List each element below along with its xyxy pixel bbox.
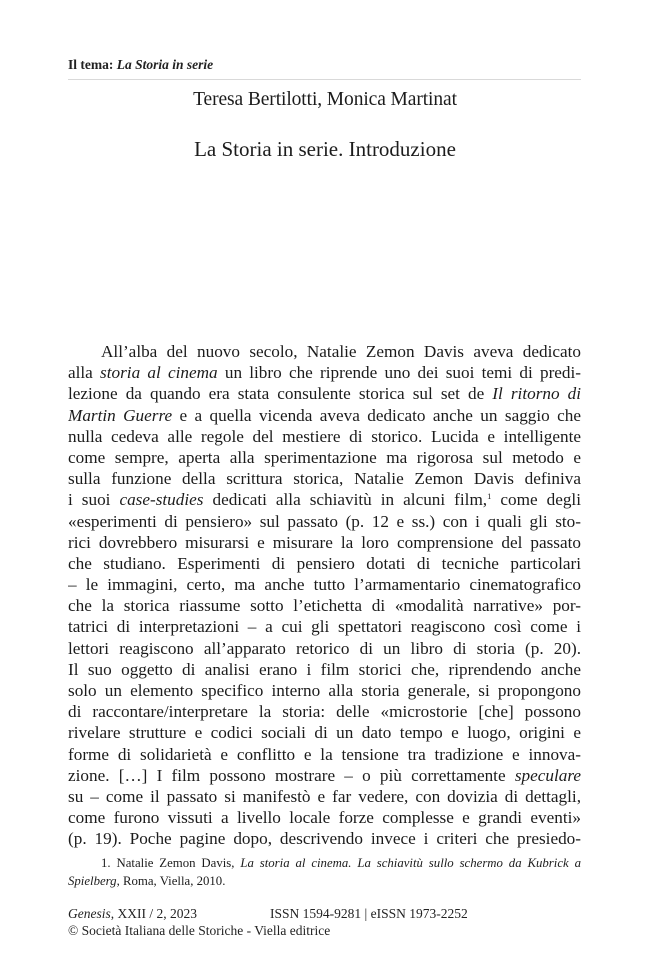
- body-line: [68, 341, 581, 362]
- body-line: [68, 426, 581, 447]
- italic-text: speculare: [514, 765, 581, 785]
- body-line: [68, 786, 581, 807]
- footnote-book-title: La storia al cinema. La schiavitù sullo schermo da Kubrick a: [240, 856, 581, 870]
- article-authors: Teresa Bertilotti, Monica Martinat: [193, 89, 457, 110]
- footer-journal-line: [68, 905, 581, 922]
- body-text-span: su – come il passato si manifestò e far vedere, con dovizia di dettagli,: [68, 786, 581, 806]
- body-text-span: (p. 19). Poche pagine dopo, descrivendo invece i criteri che presiedo-: [68, 829, 581, 849]
- footnote-book-title-cont: Spielberg: [68, 874, 117, 888]
- body-text-span: sulla funzione della scrittura storica, Natalie Zemon Davis definiva: [68, 469, 581, 489]
- body-text-span: dedicati alla schiavitù in alcuni film,: [203, 490, 488, 510]
- article-title: La Storia in serie. Introduzione: [194, 137, 456, 161]
- body-text-span: come furono vissuti a livello locale forze complesse e grandi eventi»: [68, 808, 581, 828]
- body-text-span: zione. […] I film possono mostrare – o più correttamente: [68, 765, 515, 785]
- body-text-span: rivelare strutture e codici sociali di un dato tempo e luogo, origini e: [68, 723, 581, 743]
- body-text-span: All’alba del nuovo secolo, Natalie Zemon Davis aveva dedicato: [101, 342, 581, 361]
- footnote-line: [68, 872, 581, 890]
- footnote-publication: , Roma, Viella, 2010.: [116, 874, 226, 888]
- body-text-span: di raccontare/interpretare la storia: delle «microstorie [che] possono: [68, 702, 581, 722]
- body-line: [68, 447, 581, 468]
- body-line: [68, 511, 581, 532]
- body-line: [68, 553, 581, 574]
- footnote-author: Natalie Zemon Davis,: [116, 856, 235, 870]
- body-line: [68, 616, 581, 637]
- body-line: [68, 638, 581, 659]
- article-body: [68, 341, 581, 850]
- italic-text: Il ritorno di: [492, 384, 581, 404]
- italic-text: Martin Guerre: [68, 405, 173, 425]
- footer-issue: , XXII / 2, 2023: [110, 906, 197, 921]
- running-head-topic: La Storia in serie: [116, 57, 214, 72]
- body-line: [68, 765, 581, 786]
- body-text-span: – le immagini, certo, ma anche tutto l’armamentario cinematografico: [68, 575, 581, 595]
- body-text-span: «esperimenti di pensiero» sul passato (p. 12 e ss.) con i quali gli sto-: [68, 511, 581, 531]
- footer-copyright: © Società Italiana delle Storiche - Viella editrice: [68, 923, 331, 938]
- footer-journal-name: Genesis: [68, 906, 111, 921]
- italic-text: storia al cinema: [100, 363, 218, 383]
- body-line: [68, 383, 581, 404]
- body-text-span: tatrici di interpretazioni – a cui gli spettatori reagiscono così come i: [68, 617, 581, 637]
- body-line: [68, 680, 581, 701]
- body-text-span: forme di solidarietà e conflitto e la tensione tra tradizione e innova-: [68, 744, 581, 764]
- body-text-span: e a quella vicenda aveva dedicato anche un saggio che: [172, 405, 581, 425]
- body-line: [68, 532, 581, 553]
- body-text-span: lettori reagiscono all’apparato retorico di un libro di storia (p. 20).: [68, 638, 581, 658]
- page-footer: [68, 905, 581, 939]
- footnote-line: [68, 854, 581, 872]
- body-line: [68, 362, 581, 383]
- body-line: [68, 489, 581, 510]
- body-text-span: lezione da quando era stata consulente storica sul set de: [68, 384, 493, 404]
- body-text-span: Il suo oggetto di analisi erano i film storici che, riprendendo anche: [68, 659, 581, 679]
- body-line: [68, 595, 581, 616]
- italic-text: case-studies: [119, 490, 204, 510]
- body-line: [68, 701, 581, 722]
- body-line: [68, 807, 581, 828]
- body-text-span: nulla cedeva alle regole del mestiere di storico. Lucida e intelligente: [68, 426, 581, 446]
- body-text-span: come sempre, aperta alla sperimentazione ma rigorosa sul metodo e: [68, 447, 581, 467]
- body-line: [68, 744, 581, 765]
- footnote-number: 1.: [101, 856, 111, 870]
- body-text-span: i suoi: [68, 490, 120, 510]
- body-line: [68, 828, 581, 849]
- body-line: [68, 468, 581, 489]
- body-line: [68, 405, 581, 426]
- footer-issn: ISSN 1594-9281 | eISSN 1973-2252: [270, 906, 468, 921]
- body-text-span: come degli: [491, 490, 581, 510]
- body-line: [68, 722, 581, 743]
- body-text-span: che la storica riassume sotto l’etichetta di «modalità narrative» por-: [68, 596, 581, 616]
- body-line: [68, 574, 581, 595]
- footnote: [68, 854, 581, 890]
- running-head-label: Il tema:: [68, 57, 114, 72]
- body-text-span: un libro che riprende uno dei suoi temi di predi-: [217, 363, 581, 383]
- running-head: [68, 57, 581, 80]
- body-line: [68, 659, 581, 680]
- body-text-span: alla: [68, 363, 101, 383]
- body-text-span: rici dovrebbero misurarsi e misurare la loro comprensione del passato: [68, 532, 581, 552]
- footnote-ref: 1: [487, 491, 492, 502]
- body-text-span: solo un elemento specifico interno alla storia generale, si propongono: [68, 681, 581, 700]
- body-text-span: che studiano. Esperimenti di pensiero dotati di tecniche particolari: [68, 553, 581, 573]
